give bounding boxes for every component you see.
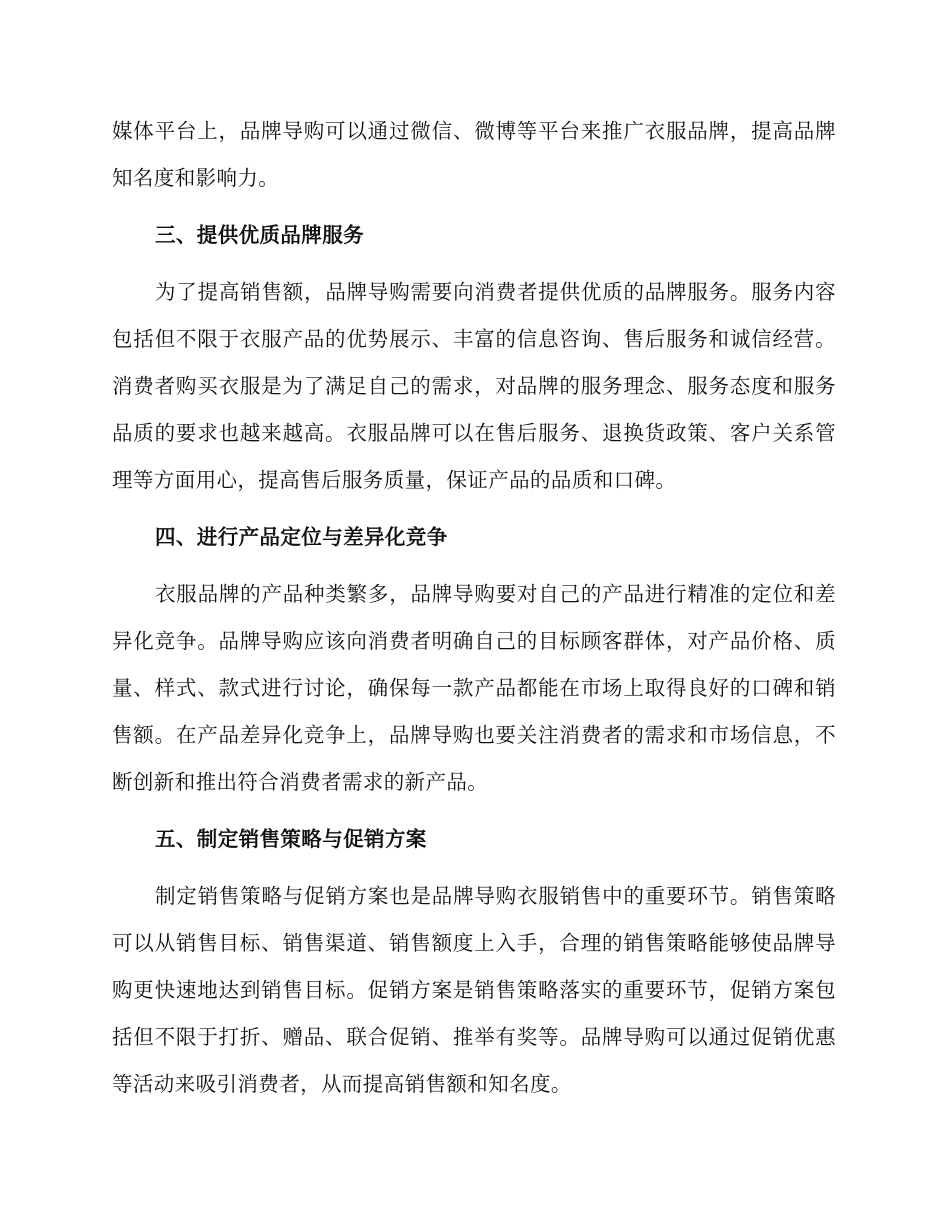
section-paragraph-3: 为了提高销售额，品牌导购需要向消费者提供优质的品牌服务。服务内容包括但不限于衣服产品的优势展示、丰富的信息咨询、售后服务和诚信经营。消费者购买衣服是为了满足自己的需求，对品牌的服务理念、服务态度和服务品质的要求也越来越高。衣服品牌可以在售后服务、退换货政策、客户关系管理等方面用心，提高售后服务质量，保证产品的品质和口碑。 — [112, 280, 836, 492]
continuation-paragraph: 媒体平台上，品牌导购可以通过微信、微博等平台来推广衣服品牌，提高品牌知名度和影响力。 — [112, 119, 836, 190]
document-body — [112, 108, 836, 1108]
section-heading-3: 三、提供优质品牌服务 — [155, 223, 364, 247]
section-paragraph-5: 制定销售策略与促销方案也是品牌导购衣服销售中的重要环节。销售策略可以从销售目标、销售渠道、销售额度上入手，合理的销售策略能够使品牌导购更快速地达到销售目标。促销方案是销售策略落实的重要环节，促销方案包括但不限于打折、赠品、联合促销、推举有奖等。品牌导购可以通过促销优惠等活动来吸引消费者，从而提高销售额和知名度。 — [112, 884, 836, 1096]
section-heading-4: 四、进行产品定位与差异化竞争 — [155, 525, 448, 549]
section-paragraph-4: 衣服品牌的产品种类繁多，品牌导购要对自己的产品进行精准的定位和差异化竞争。品牌导购应该向消费者明确自己的目标顾客群体，对产品价格、质量、样式、款式进行讨论，确保每一款产品都能在市场上取得良好的口碑和销售额。在产品差异化竞争上，品牌导购也要关注消费者的需求和市场信息，不断创新和推出符合消费者需求的新产品。 — [112, 582, 836, 794]
section-heading-5: 五、制定销售策略与促销方案 — [155, 827, 427, 851]
